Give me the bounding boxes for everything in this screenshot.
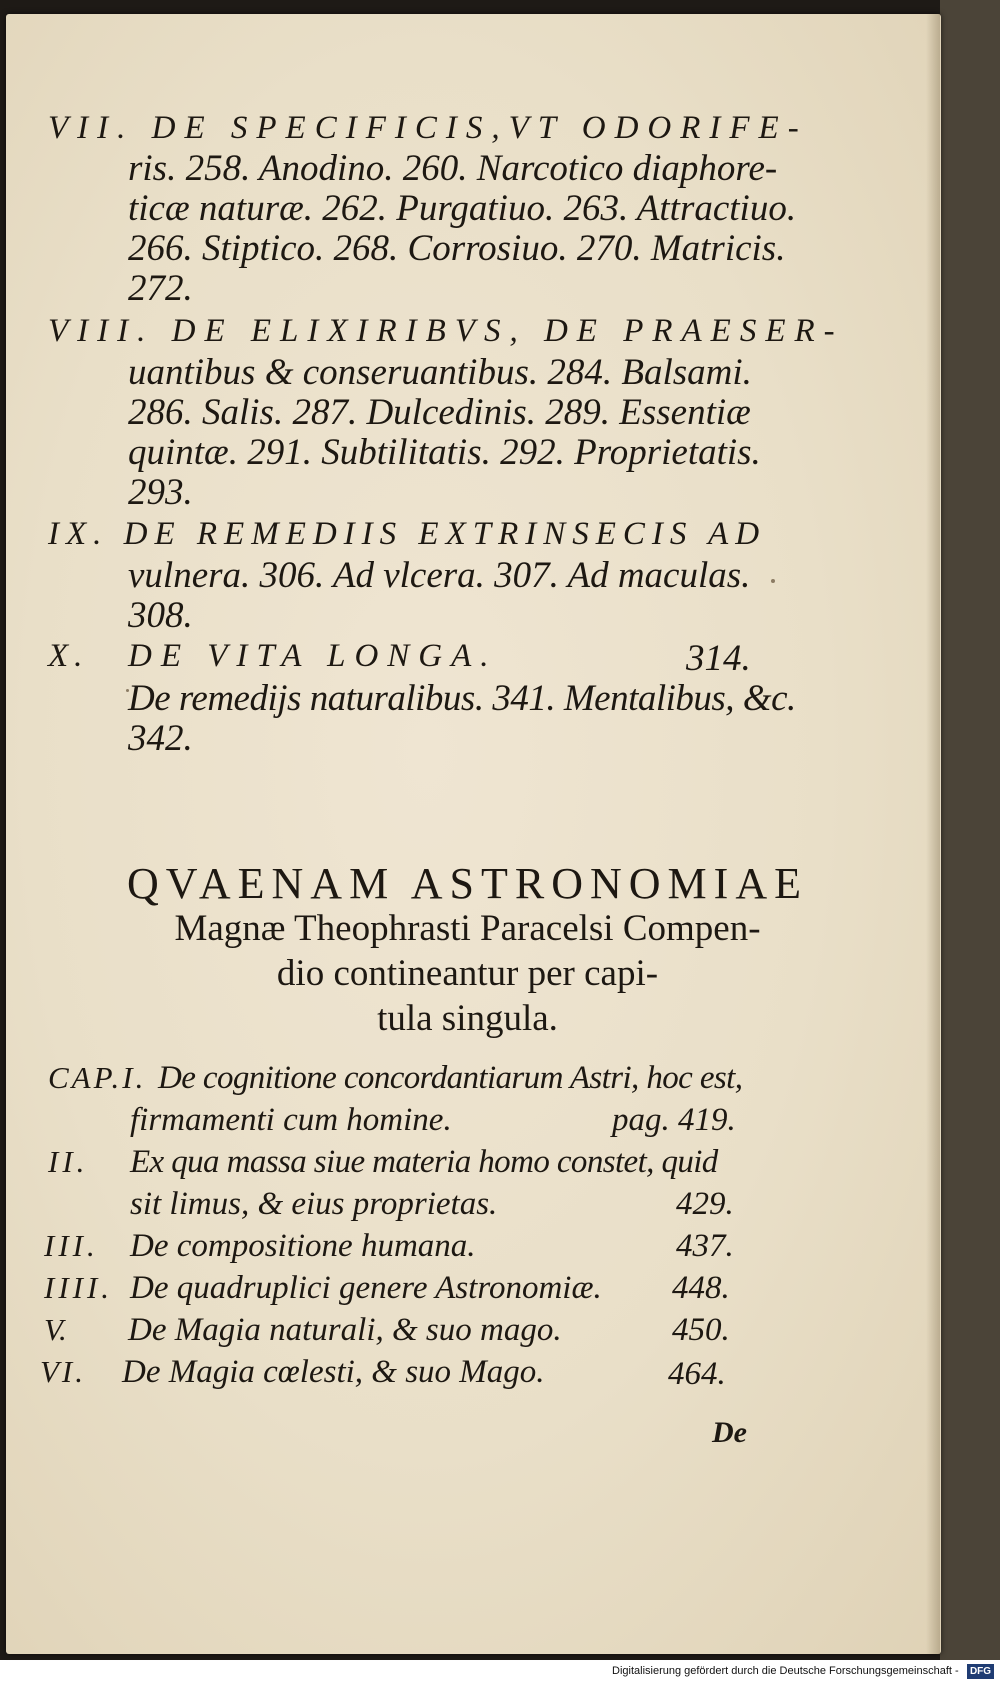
chapter-title: De cognitione concordantiarum Astri, hoc est, xyxy=(158,1060,743,1096)
chapter-title: De Magia cœlesti, & suo Mago. xyxy=(122,1354,545,1390)
chapter-title: De quadruplici genere Astronomiæ. xyxy=(130,1270,602,1306)
catchword: De xyxy=(712,1416,747,1449)
entry-line: uantibus & conseruantibus. 284. Balsami. xyxy=(128,352,752,393)
chapter-numeral: III. xyxy=(44,1228,99,1263)
entry-line: 342. xyxy=(128,718,193,759)
chapter-numeral: VI. xyxy=(40,1354,87,1389)
page-edge-shadow xyxy=(926,14,940,1654)
chapter-title: De Magia naturali, & suo mago. xyxy=(128,1312,562,1348)
chapter-title: Ex qua massa siue materia homo constet, quid xyxy=(130,1144,718,1180)
dfg-logo: DFG xyxy=(967,1664,994,1679)
entry-line: quintæ. 291. Subtilitatis. 292. Proprietatis. xyxy=(128,432,761,473)
chapter-numeral: II. xyxy=(48,1144,89,1179)
chapter-numeral: IIII. xyxy=(44,1270,114,1305)
entry-heading: VIII. DE ELIXIRIBVS, DE PRAESER- xyxy=(48,313,844,349)
entry-line: 293. xyxy=(128,472,193,513)
scan-background-edge xyxy=(940,0,1000,1660)
entry-heading: DE VITA LONGA. xyxy=(128,638,498,674)
entry-line: De remedijs naturalibus. 341. Mentalibus, &c. xyxy=(128,678,796,719)
digitization-credit: Digitalisierung gefördert durch die Deutsche Forschungsgemeinschaft - xyxy=(612,1665,959,1677)
entry-line: ticæ naturæ. 262. Purgatiuo. 263. Attractiuo. xyxy=(128,188,797,229)
heading-line: tula singula. xyxy=(377,998,558,1039)
chapter-numeral: V. xyxy=(44,1312,67,1347)
chapter-page-number: pag. 419. xyxy=(612,1102,736,1138)
entry-heading: IX. DE REMEDIIS EXTRINSECIS AD xyxy=(48,516,767,552)
heading-line: dio contineantur per capi- xyxy=(276,953,659,994)
heading-line: QVAENAM ASTRONOMIAE xyxy=(126,859,808,908)
chapter-page-number: 464. xyxy=(668,1356,726,1392)
chapter-page-number: 450. xyxy=(672,1312,730,1348)
entry-heading: VII. DE SPECIFICIS,VT ODORIFE- xyxy=(48,110,808,146)
entry-page-number: 314. xyxy=(686,638,751,679)
entry-line: 308. xyxy=(128,595,193,636)
entry-line: 272. xyxy=(128,268,193,309)
entry-numeral: X. xyxy=(48,638,89,674)
chapter-page-number: 448. xyxy=(672,1270,730,1306)
entry-line: vulnera. 306. Ad vlcera. 307. Ad maculas. xyxy=(128,555,751,596)
chapter-page-number: 429. xyxy=(676,1186,734,1222)
entry-line: 286. Salis. 287. Dulcedinis. 289. Essentiæ xyxy=(128,392,751,433)
chapter-numeral: CAP.I. xyxy=(48,1060,147,1095)
chapter-title-cont: sit limus, & eius proprietas. xyxy=(130,1186,498,1222)
chapter-title-cont: firmamenti cum homine. xyxy=(130,1102,452,1138)
paper-spot xyxy=(771,579,775,583)
entry-line: 266. Stiptico. 268. Corrosiuo. 270. Matricis. xyxy=(128,228,786,269)
chapter-title: De compositione humana. xyxy=(130,1228,476,1264)
entry-line: ris. 258. Anodino. 260. Narcotico diaphore- xyxy=(128,148,778,189)
chapter-page-number: 437. xyxy=(676,1228,734,1264)
heading-line: Magnæ Theophrasti Paracelsi Compen- xyxy=(174,908,761,949)
